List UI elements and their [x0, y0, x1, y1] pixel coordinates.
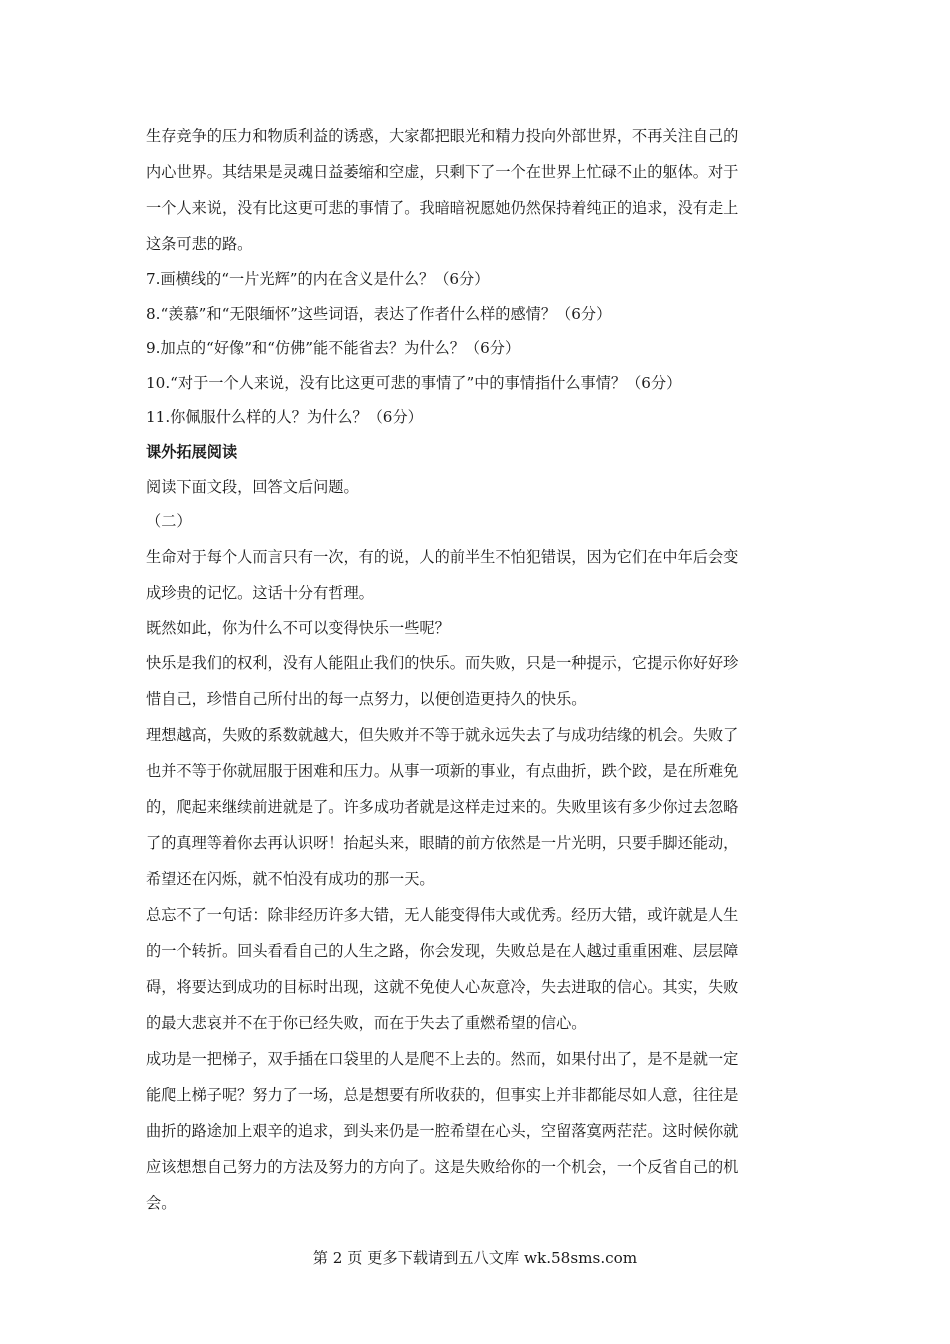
passage-paragraph-3	[146, 645, 814, 717]
text-line: 总忘不了一句话：除非经历许多大错，无人能变得伟大或优秀。经历大错，或许就是人生	[146, 906, 739, 925]
text-line: 曲折的路途加上艰辛的追求，到头来仍是一腔希望在心头，空留落寞两茫茫。这时候你就	[146, 1122, 739, 1141]
page-footer: 第 2 页 更多下载请到五八文库 wk.58sms.com	[312, 1249, 638, 1267]
text-line: 应该想想自己努力的方法及努力的方向了。这是失败给你的一个机会，一个反省自己的机	[146, 1158, 739, 1177]
instruction: 阅读下面文段，回答文后问题。	[146, 477, 359, 496]
text-line: 惜自己，珍惜自己所付出的每一点努力，以便创造更持久的快乐。	[146, 690, 587, 709]
passage-paragraph-1	[146, 539, 814, 611]
text-line: 的最大悲哀并不在于你已经失败，而在于失去了重燃希望的信心。	[146, 1014, 587, 1033]
text-line: 了的真理等着你去再认识呀！抬起头来，眼睛的前方依然是一片光明，只要手脚还能动，	[146, 834, 739, 853]
text-line: 快乐是我们的权利，没有人能阻止我们的快乐。而失败，只是一种提示，它提示你好好珍	[146, 654, 739, 673]
section-number: （二）	[146, 512, 192, 531]
text-line: 生命对于每个人而言只有一次，有的说，人的前半生不怕犯错误，因为它们在中年后会变	[146, 547, 739, 566]
question-11: 11.你佩服什么样的人？为什么？（6分）	[146, 408, 423, 427]
question-7: 7.画横线的“一片光辉”的内在含义是什么？（6分）	[146, 270, 490, 288]
text-line: 碍，将要达到成功的目标时出现，这就不免使人心灰意冷，失去进取的信心。其实，失败	[146, 978, 739, 997]
text-line: 生存竞争的压力和物质利益的诱惑，大家都把眼光和精力投向外部世界，不再关注自己的	[146, 127, 739, 145]
question-8: 8.“羡慕”和“无限缅怀”这些词语，表达了作者什么样的感情？（6分）	[146, 304, 612, 323]
text-line: 一个人来说，没有比这更可悲的事情了。我暗暗祝愿她仍然保持着纯正的追求，没有走上	[146, 199, 739, 217]
passage-paragraph-5	[146, 897, 814, 1041]
question-10: 10.“对于一个人来说，没有比这更可悲的事情了”中的事情指什么事情？（6分）	[146, 373, 682, 392]
section-heading: 课外拓展阅读	[146, 442, 238, 461]
text-line: 也并不等于你就屈服于困难和压力。从事一项新的事业，有点曲折，跌个跤，是在所难免	[146, 762, 739, 781]
text-line: 能爬上梯子呢？努力了一场，总是想要有所收获的，但事实上并非都能尽如人意，往往是	[146, 1086, 739, 1105]
intro-paragraph	[146, 118, 814, 262]
document-page	[146, 118, 814, 1221]
text-line: 希望还在闪烁，就不怕没有成功的那一天。	[146, 870, 435, 889]
text-line: 这条可悲的路。	[146, 235, 253, 253]
text-line: 的一个转折。回头看看自己的人生之路，你会发现，失败总是在人越过重重困难、层层障	[146, 942, 739, 961]
question-9: 9.加点的“好像”和“仿佛”能不能省去？为什么？（6分）	[146, 339, 521, 358]
passage-paragraph-6	[146, 1041, 814, 1221]
text-line: 会。	[146, 1194, 177, 1213]
text-line: 内心世界。其结果是灵魂日益萎缩和空虚，只剩下了一个在世界上忙碌不止的躯体。对于	[146, 163, 739, 181]
text-line: 既然如此，你为什么不可以变得快乐一些呢？	[146, 618, 450, 637]
text-line: 成功是一把梯子，双手插在口袋里的人是爬不上去的。然而，如果付出了，是不是就一定	[146, 1050, 739, 1069]
passage-paragraph-2	[146, 611, 814, 646]
text-line: 理想越高，失败的系数就越大，但失败并不等于就永远失去了与成功结缘的机会。失败了	[146, 726, 739, 745]
passage-paragraph-4	[146, 717, 814, 897]
text-line: 的，爬起来继续前进就是了。许多成功者就是这样走过来的。失败里该有多少你过去忽略	[146, 798, 739, 817]
text-line: 成珍贵的记忆。这话十分有哲理。	[146, 583, 374, 602]
